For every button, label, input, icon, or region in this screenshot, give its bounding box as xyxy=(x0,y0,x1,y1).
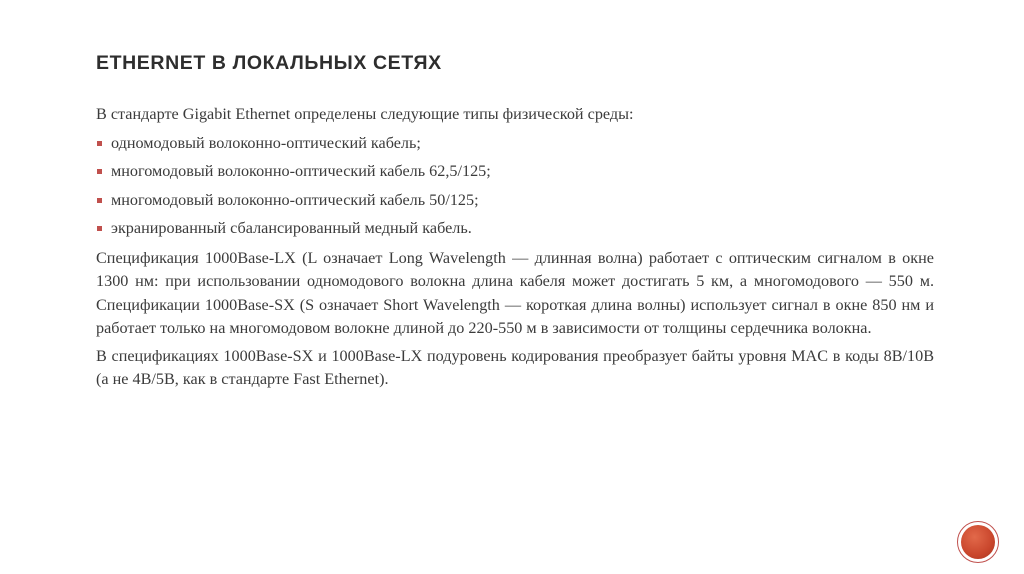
list-item xyxy=(96,132,934,156)
list-item xyxy=(96,160,934,184)
square-bullet-icon xyxy=(97,198,102,203)
circle-nav-button-icon[interactable] xyxy=(957,521,999,563)
spec-paragraph-lx-sx: Спецификация 1000Base-LX (L означает Long Wavelength — длинная волна) работает с оптическим сигналом в окне 1300 нм: при использовании одномодового волокна длина кабеля может достигать 5 км, а многомодового — 550 м. Спецификации 1000Base-SX (S означает Short Wavelength — короткая длина волны) использует сигнал в окне 850 нм и работает только на многомодовом волокне длиной до 220-550 м в зависимости от толщины сердечника волокна. xyxy=(96,248,934,337)
list-item-text: одномодовый волоконно-оптический кабель; xyxy=(111,133,421,152)
media-types-list xyxy=(96,132,934,241)
intro-text: В стандарте Gigabit Ethernet определены следующие типы физической среды: xyxy=(96,105,634,123)
square-bullet-icon xyxy=(97,169,102,174)
slide-title: ETHERNET В ЛОКАЛЬНЫХ СЕТЯХ xyxy=(96,52,442,74)
nav-button-fill xyxy=(961,525,995,559)
list-item xyxy=(96,217,934,241)
spec-paragraph-coding: В спецификациях 1000Base-SX и 1000Base-LX подуровень кодирования преобразует байты уровня MAC в коды 8B/10B (а не 4B/5B, как в стандарте Fast Ethernet). xyxy=(96,346,934,388)
list-item-text: экранированный сбалансированный медный кабель. xyxy=(111,219,472,237)
list-item xyxy=(96,189,934,213)
slide-content xyxy=(96,103,934,396)
list-item-text: многомодовый волоконно-оптический кабель 62,5/125; xyxy=(111,162,491,180)
square-bullet-icon xyxy=(97,226,102,231)
square-bullet-icon xyxy=(97,141,102,146)
list-item-text: многомодовый волоконно-оптический кабель 50/125; xyxy=(111,190,479,209)
